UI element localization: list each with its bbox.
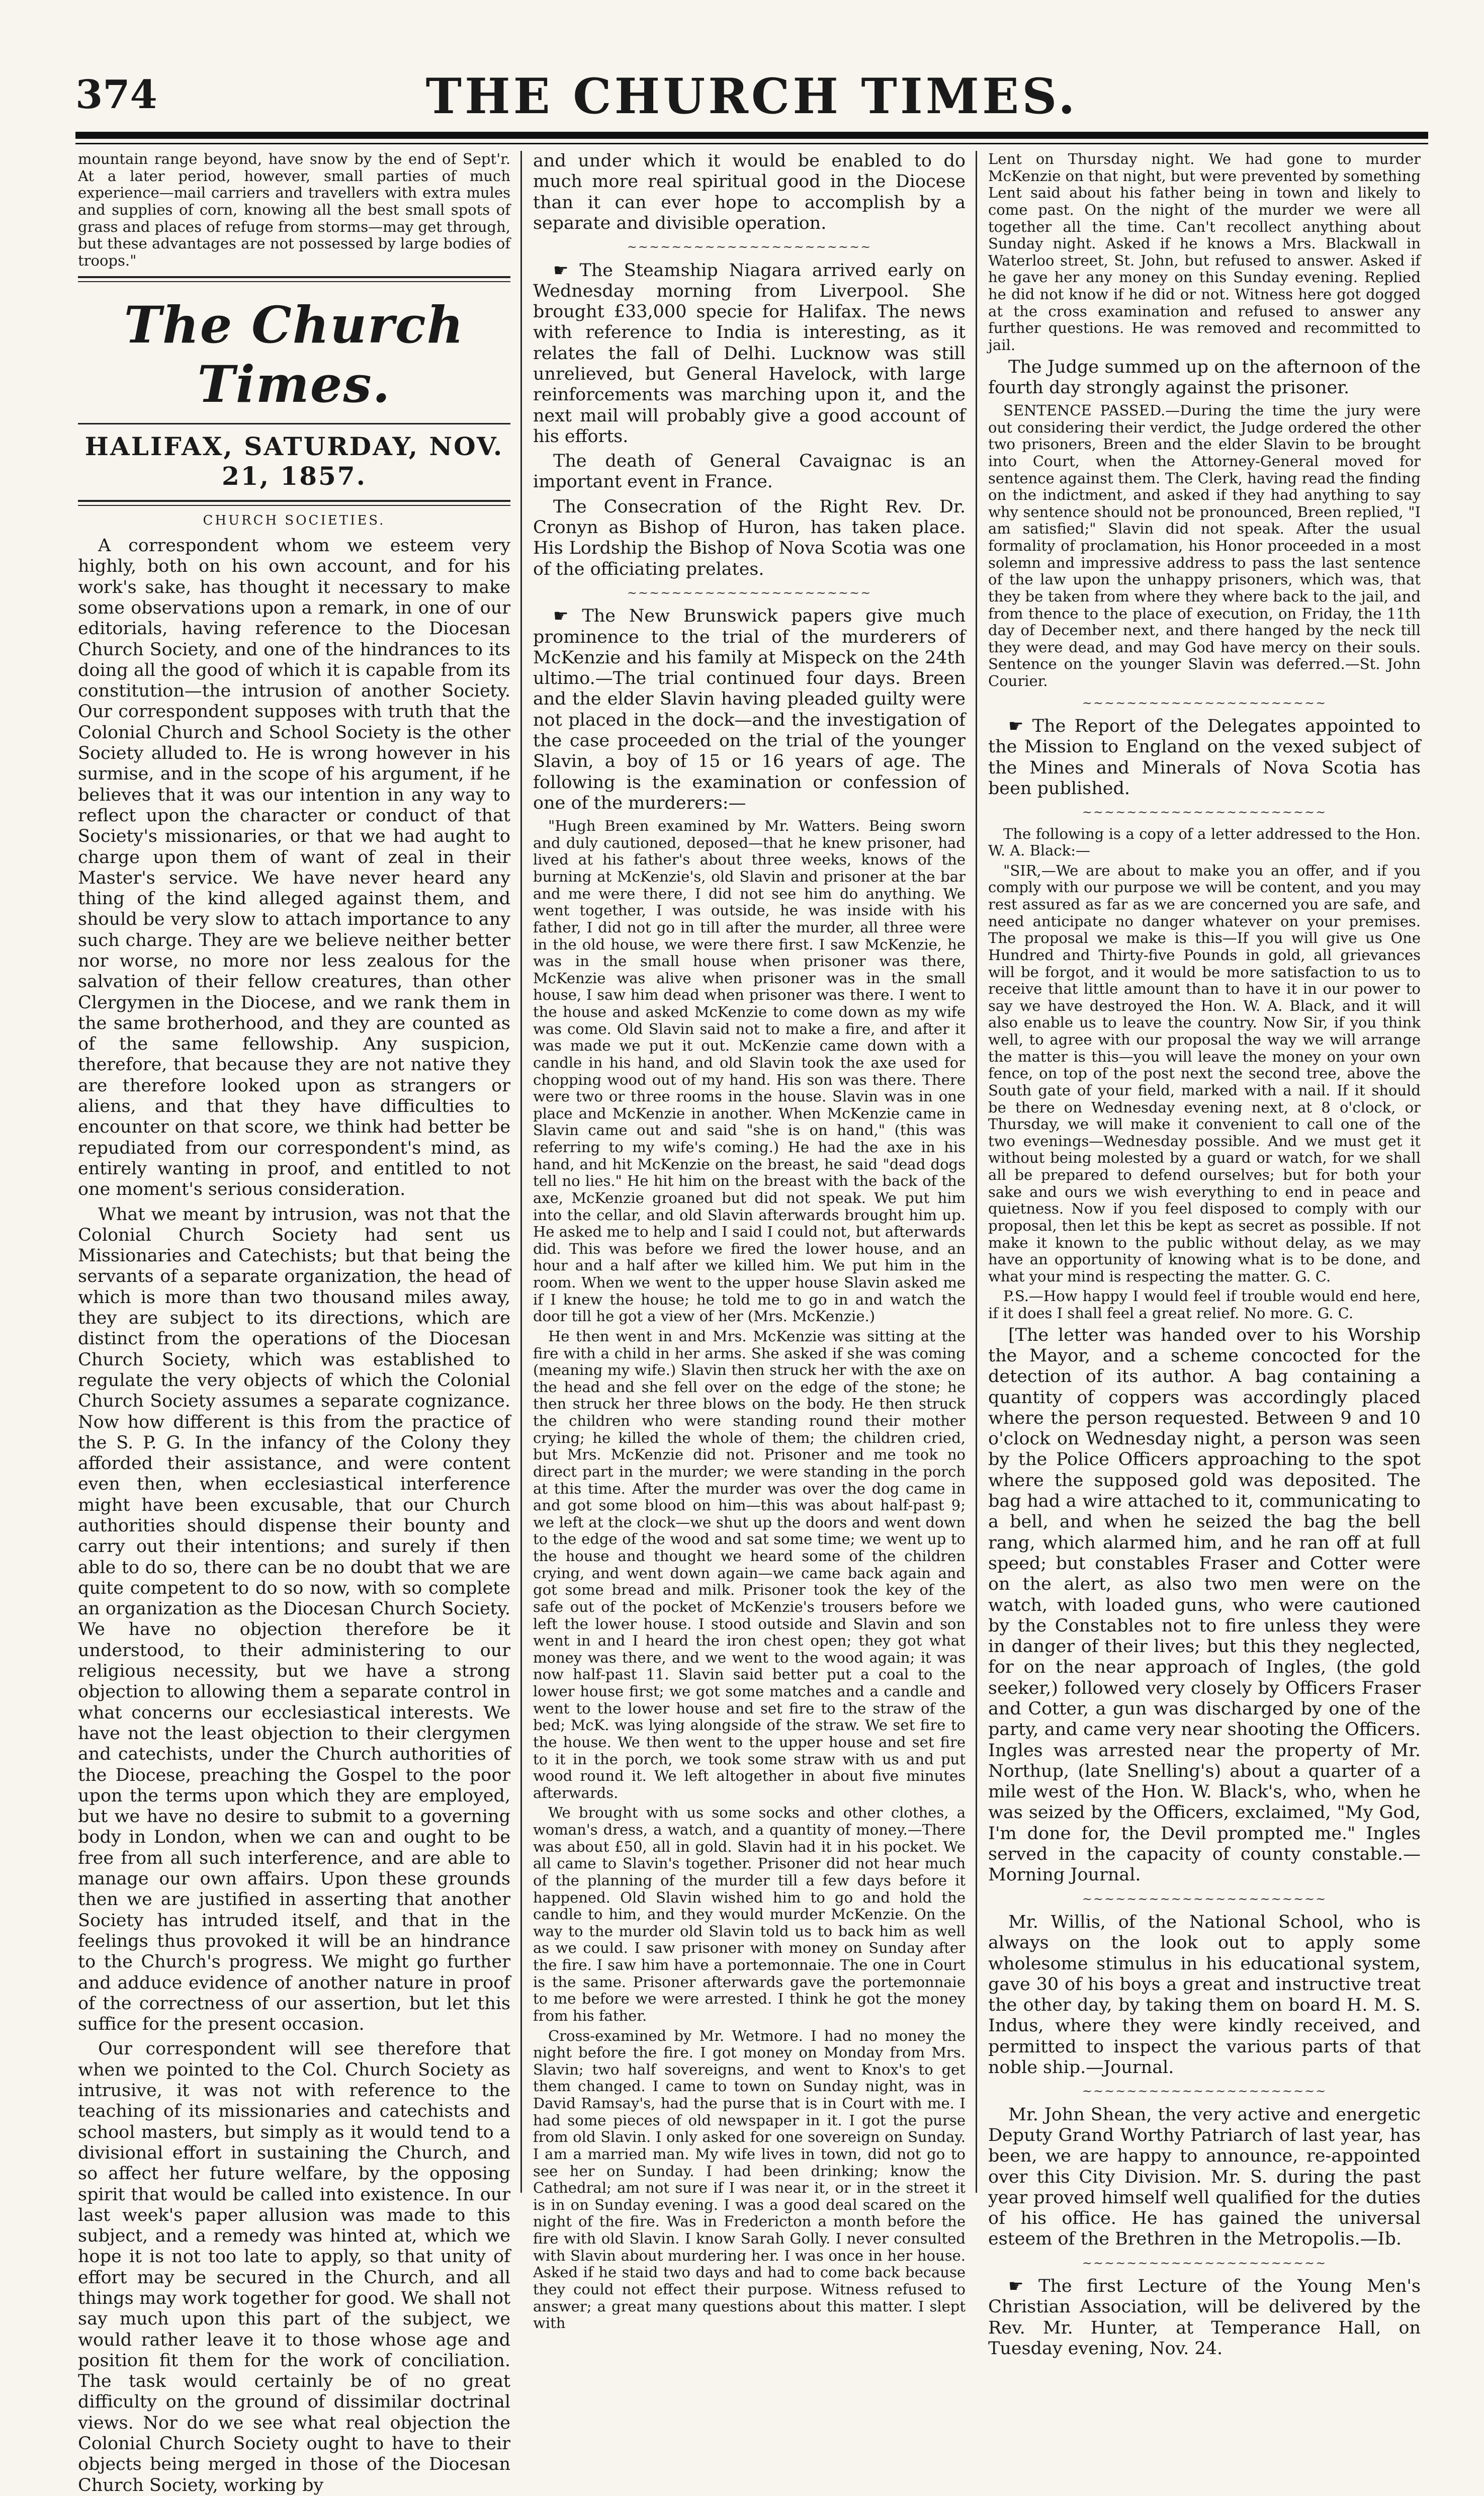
news-text: The first Lecture of the Young Men's Christian Association, will be delivered by the Rev. Mr. Hunter, at Temperance Hall, on Tuesday evening, Nov. 24. (988, 2276, 1421, 2359)
news-item (988, 716, 1421, 799)
article-paragraph: A correspondent whom we esteem very highly, both on his own account, and for his work's sake, has thought it necessary to make some observations upon a remark, in one of our editorials, having reference to the Diocesan Church Society, and one of the hindrances to its doing all the good of which it is capable from its constitution—the intrusion of another Society. Our correspondent supposes with truth that the Colonial Church and School Society is the other Society alluded to. He is wrong however in his surmise, and in the scope of his argument, if he believes that it was our intention in any way to reflect upon the character or conduct of that Society's missionaries, or that we had aught to charge upon them of want of zeal in their Master's service. We have never heard any thing of the kind alleged against them, and should be very slow to attach importance to any such charge. They are we believe neither better nor worse, no more nor less zealous for the salvation of their fellow creatures, than other Clergymen in the Diocese, and we rank them in the same brotherhood, and they are counted as of the same fellowship. Any suspicion, therefore, that because they are not native they are therefore looked upon as strangers or aliens, and that they have difficulties to encounter on that score, we think had better be repudiated from our correspondent's mind, as entirely wanting in proof, and entitled to not one moment's serious consideration. (78, 536, 510, 1200)
divider (78, 500, 510, 506)
news-item: SENTENCE PASSED.—During the time the jury were out considering their verdict, the Judge ordered the other two prisoners, Breen and the elder Slavin to be brought into Court, when the Attorney-General moved for sentence against them. The Clerk, having read the finding on the indictment, and asked if they had anything to say why sentence should not be pronounced, Breen replied, "I am satisfied;" Slavin did not speak. After the usual formality of proclamation, his Honor proceeded in a most solemn and impressive address to pass the last sentence of the law upon the unhappy prisoners, which was, that they be taken from where they where back to the jail, and from thence to the place of execution, on Friday, the 11th day of December next, and there hanged by the neck till they were dead, and may God have mercy on their souls. Sentence on the younger Slavin was deferred.—St. John Courier. (988, 402, 1421, 690)
news-item: [The letter was handed over to his Worship the Mayor, and a scheme concocted for the detection of its author. A bag containing a quantity of coppers was accordingly placed where the person requested. Between 9 and 10 o'clock on Wednesday night, a person was seen by the Police Officers approaching to the spot where the supposed gold was deposited. The bag had a wire attached to it, communicating to a bell, and when he seized the bag the bell rang, which alarmed him, and he ran off at full speed; but constables Fraser and Cotter were on the alert, as also two men were on the watch, with loaded guns, who were cautioned by the Constables not to fire unless they were in danger of their lives; but this they neglected, for on the near approach of Ingles, (the gold seeker,) followed very closely by Officers Fraser and Cotter, a gun was discharged by one of the party, and came very near shooting the Officers. Ingles was arrested near the property of Mr. Northup, (late Snelling's) about a quarter of a mile west of the Hon. W. Black's, who, when he was seized by the Officers, exclaimed, "My God, I'm done for, the Devil prompted me." Ingles served in the capacity of county constable.—Morning Journal. (988, 1325, 1421, 1885)
ornament-divider: ~~~~~~~~~~~~~~~~~~~~~~ (627, 585, 872, 600)
page-number: 374 (75, 72, 157, 118)
testimony-continued (988, 151, 1421, 354)
news-item: Mr. John Shean, the very active and energetic Deputy Grand Worthy Patriarch of last year, has been, we are happy to announce, re-appointed over this City Division. Mr. S. during the past year proved himself well qualified for the duties of his office. He has gained the universal esteem of the Brethren in the Metropolis.—Ib. (988, 2104, 1421, 2250)
pointing-hand-icon: ☛ (553, 606, 569, 627)
divider (78, 423, 510, 424)
ornament-divider: ~~~~~~~~~~~~~~~~~~~~~~ (1082, 805, 1327, 820)
letter-postscript: P.S.—How happy I would feel if trouble would end here, if it does I shall feel a great relief. No more. G. C. (988, 1287, 1421, 1322)
news-text: The Steamship Niagara arrived early on Wednesday morning from Liverpool. She brought £33,000 specie for Halifax. The news with reference to India is interesting, as it relates the fall of Delhi. Lucknow was still unrelieved, but General Havelock, with large reinforcements was marching upon it, and the next mail will probably give a good account of his efforts. (533, 260, 966, 447)
letter-intro: The following is a copy of a letter addressed to the Hon. W. A. Black:— (988, 825, 1421, 859)
pointing-hand-icon: ☛ (1008, 716, 1024, 737)
header-rule-thick (75, 132, 1428, 139)
divider (78, 276, 510, 282)
letter-block (988, 826, 1421, 1322)
news-item (988, 2276, 1421, 2359)
intro-text: mountain range beyond, have snow by the end of Sept'r. At a later period, however, small parties of much experience—mail carriers and travellers with extra mules and supplies of corn, knowing all the best small spots of grass and places of refuge from storms—may get through, but these advantages are not possessed by large bodies of troops." (78, 150, 510, 269)
ornament-divider: ~~~~~~~~~~~~~~~~~~~~~~ (1082, 2084, 1327, 2099)
ornament-divider: ~~~~~~~~~~~~~~~~~~~~~~ (1082, 696, 1327, 710)
ornament-divider: ~~~~~~~~~~~~~~~~~~~~~~ (627, 240, 872, 254)
nameplate: The Church Times. (124, 295, 465, 414)
news-text: The Report of the Delegates appointed to the Mission to England on the vexed subject of the Mines and Minerals of Nova Scotia has been published. (988, 716, 1421, 799)
news-text: The New Brunswick papers give much prominence to the trial of the murderers of McKenzie and his family at Mispeck on the 24th ultimo.—The trial continued four days. Breen and the elder Slavin having pleaded guilty were not placed in the dock—and the investigation of the case proceeded on the trial of the younger Slavin, a boy of 15 or 16 years of age. The following is the examination or confession of one of the murderers:— (533, 606, 966, 813)
testimony-paragraph: We brought with us some socks and other clothes, a woman's dress, a watch, and a quantity of money.—There was about £50, all in gold. Slavin had it in his pocket. We all came to Slavin's together. Prisoner did not hear much of the planning of the murder till a few days before it happened. Old Slavin wished him to go and hold the candle to him, and they would murder McKenzie. On the way to the murder old Slavin told us to back him as well as we could. I saw prisoner with money on Sunday after the fire. I saw him have a portemonnaie. The one in Court is the same. Prisoner afterwards gave the portemonnaie to me before we were arrested. I think he got the money from his father. (533, 1804, 966, 2024)
testimony (533, 818, 966, 2332)
news-item: The death of General Cavaignac is an important event in France. (533, 451, 966, 492)
column-three (988, 150, 1421, 2359)
header-rule-thin (75, 143, 1428, 144)
ornament-divider: ~~~~~~~~~~~~~~~~~~~~~~ (1082, 1891, 1327, 1906)
section-title: CHURCH SOCIETIES. (203, 513, 386, 529)
testimony-paragraph: Cross-examined by Mr. Wetmore. I had no money the night before the fire. I got money on Monday from Mrs. Slavin; two half sovereigns, and went to Knox's to get them changed. I came to town on Sunday night, was in David Ramsay's, had the purse that is in Court with me. I had some pieces of old newspaper in it. I got the purse from old Slavin. I only asked for one sovereign on Sunday. I am a married man. My wife lives in town, did not go to see her on Sunday. I had been drinking; know the Cathedral; am not sure if I was near it, or in the street it is in on Sunday evening. I was a good deal scared on the night of the fire. Was in Fredericton a month before the fire with old Slavin. I know Sarah Golly. I never consulted with Slavin about murdering her. I was once in her house. Asked if he staid two days and had to come back because they could not effect their purpose. Witness refused to answer; a great many questions about this matter. I slept with (533, 2027, 966, 2332)
article-paragraph: Our correspondent will see therefore that when we pointed to the Col. Church Society as intrusive, it was not with reference to the teaching of its missionaries and catechists and school masters, but simply as it would tend to a divisional effort in sustaining the Church, and so affect her future welfare, by the opposing spirit that would be called into existence. In our last week's paper allusion was made to this subject, and a remedy was hinted at, which we hope it is not too late to apply, so that unity of effort may be secured in the Church, and all things may work together for good. We shall not say much upon this part of the subject, we would rather leave it to those whose age and position fit them for the work of conciliation. The task would certainly be of no great difficulty on the ground of dissimilar doctrinal views. Nor do we see what real objection the Colonial Church Society ought to have to their objects being merged in those of the Diocesan Church Society, working by (78, 2039, 510, 2495)
letter-body: "SIR,—We are about to make you an offer, and if you comply with our purpose we will be content, and you may rest assured as far as we are concerned you are safe, and need anticipate no danger whatever on your premises. The proposal we make is this—If you will give us One Hundred and Thirty-five Pounds in gold, all grievances will be forgot, and it would be more satisfaction to us to receive that little amount than to have it in our power to say we have destroyed the Hon. W. A. Black, and it will also enable us to leave the country. Now Sir, if you think well, to agree with our proposal the way we will arrange the matter is this—you will leave the money on your own fence, on top of the post next the second tree, above the South gate of your field, marked with a nail. If it should be there on Wednesday evening next, at 8 o'clock, or Thursday, we will make it convenient to call one of the two evenings—Wednesday possible. And we must get it without being molested by a guard or watch, for we shall all be prepared to defend ourselves; but for both your sake and ours we wish everything to end in peace and quietness. Now if you feel disposed to comply with our proposal, then let this be kept as secret as possible. If not make it known to the public without delay, as we may have an opportunity of knowing what is to be done, and what your mind is respecting the matter. G. C. (988, 862, 1421, 1285)
news-item (533, 606, 966, 814)
testimony-paragraph: He then went in and Mrs. McKenzie was sitting at the fire with a child in her arms. She asked if she was coming (meaning my wife.) Slavin then struck her with the axe on the head and she fell over on the edge of the stone; he then struck her three blows on the body. He then struck the children who were standing round their mother crying; he killed the whole of them; the children cried, but Mrs. McKenzie did not. Prisoner and me took no direct part in the murder; we were standing in the porch at this time. After the murder was over the dog came in and got some blood on him—this was about half-past 9; we left at the clock—we shut up the doors and went down to the edge of the wood and sat some time; we went up to the house and thought we heard some of the children crying, and went down again—we came back again and got some bread and milk. Prisoner took the key of the safe out of the pocket of McKenzie's trousers before we left the lower house. I stood outside and Slavin and son went in and I heard the iron chest open; they got what money was there, and we went to the wood again; it was now half-past 11. Slavin said better put a coal to the lower house first; we got some matches and a candle and went to the lower house and set fire to the straw of the bed; McK. was lying alongside of the straw. We set fire to the house. We then went to the upper house and set fire to it in the porch, we took some straw with us and put wood round it. We left altogether in about five minutes afterwards. (533, 1327, 966, 1801)
column-divider (520, 151, 522, 2193)
article-paragraph: What we meant by intrusion, was not that the Colonial Church Society had sent us Missionaries and Catechists; but that being the servants of a separate organization, the head of which is more than two thousand miles away, they are subject to its directions, which are distinct from the operations of the Diocesan Church Society, which was established to regulate the very objects of which the Colonial Church Society assumes a separate cognizance. Now how different is this from the practice of the S. P. G. In the infancy of the Colony they afforded their assistance, and were content even then, when ecclesiastical interference might have been excusable, that our Church authorities should dispense their bounty and carry out their intentions; and surely if then able to do so, there can be no doubt that we are quite competent to do so now, with so complete an organization as the Diocesan Church Society. We have no objection therefore be it understood, to their administering to our religious necessity, but we have a strong objection to allowing them a separate control in what concerns our ecclesiastical interests. We have not the least objection to their clergymen and catechists, under the Church authorities of the Diocese, preaching the Gospel to the poor upon the terms upon which they are employed, but we have no desire to submit to a governing body in London, when we can and ought to be free from all such interference, and are able to manage our own affairs. Upon these grounds then we are justified in asserting that another Society has intruded itself, and that in the feelings thus provoked it will be an hindrance to the Church's progress. We might go further and adduce evidence of another nature in proof of the correctness of our assertion, but let this suffice for the present occasion. (78, 1204, 510, 2035)
news-item: The Judge summed up on the afternoon of the fourth day strongly against the prisoner. (988, 357, 1421, 398)
ornament-divider: ~~~~~~~~~~~~~~~~~~~~~~ (1082, 2256, 1327, 2270)
article-continuation: and under which it would be enabled to do much more real spiritual good in the Diocese than it can ever hope to accomplish by a separate and divisible operation. (533, 151, 966, 233)
pointing-hand-icon: ☛ (1008, 2276, 1024, 2297)
news-item: The Consecration of the Right Rev. Dr. Cronyn as Bishop of Huron, has taken place. His Lordship the Bishop of Nova Scotia was one of the officiating prelates. (533, 496, 966, 579)
dateline: HALIFAX, SATURDAY, NOV. 21, 1857. (84, 432, 504, 491)
news-item: Mr. Willis, of the National School, who is always on the look out to apply some wholesome stimulus in his educational system, gave 30 of his boys a great and instructive treat the other day, by taking them on board H. M. S. Indus, where they were kindly received, and permitted to inspect the various parts of that noble ship.—Journal. (988, 1912, 1421, 2078)
masthead: THE CHURCH TIMES. (425, 68, 1078, 125)
column-divider (976, 151, 977, 2193)
page-header (75, 68, 1428, 128)
news-item (533, 261, 966, 448)
testimony-paragraph: "Hugh Breen examined by Mr. Watters. Being sworn and duly cautioned, deposed—that he knew prisoner, had lived at his father's about three weeks, knows of the burning at McKenzie's, old Slavin and prisoner at the bar and me were there, I did not see him do anything. We went together, I was outside, he was inside with his father, I did not go in till after the murder, all three were in the old house, we were there first. I saw McKenzie, he was in the small house when prisoner was there, McKenzie was alive when prisoner was in the small house, I saw him dead when prisoner was there. I went to the house and asked McKenzie to come down as my wife was come. Old Slavin said not to make a fire, and after it was made we put it out. McKenzie came down with a candle in his hand, and old Slavin took the axe used for chopping wood out of my hand. His son was there. There were two or three rooms in the house. Slavin was in one place and McKenzie in another. When McKenzie came in Slavin came out and said "she is on hand," (this was referring to my wife's coming.) He had the axe in his hand, and hit McKenzie on the breast, he said "dead dogs tell no lies." He hit him on the breast with the back of the axe, McKenzie groaned but did not speak. We put him into the cellar, and old Slavin afterwards brought him up. He asked me to help and I said I could not, but afterwards did. This was before we fired the lower house, and an hour and a half after we killed him. We put him in the room. When we went to the upper house Slavin asked me if I knew the house; he told me to go in and watch the door till he got a view of her (Mrs. McKenzie.) (533, 817, 966, 1325)
pointing-hand-icon: ☛ (553, 260, 569, 281)
sentence-block (988, 402, 1421, 690)
testimony-paragraph: Lent on Thursday night. We had gone to murder McKenzie on that night, but were prevented by something Lent said about his father being in town and likely to come past. On the night of the murder we were all together all the time. Can't recollect anything about Sunday night. Asked if he knows a Mrs. Blackwall in Waterloo street, St. John, but refused to answer. Asked if he gave her any money on this Sunday evening. Replied he did not know if he did or not. Witness here got dogged at the cross examination and refused to answer any further questions. He was removed and recommitted to jail. (988, 150, 1421, 354)
column-two (533, 151, 966, 2332)
column-one (78, 150, 510, 2495)
